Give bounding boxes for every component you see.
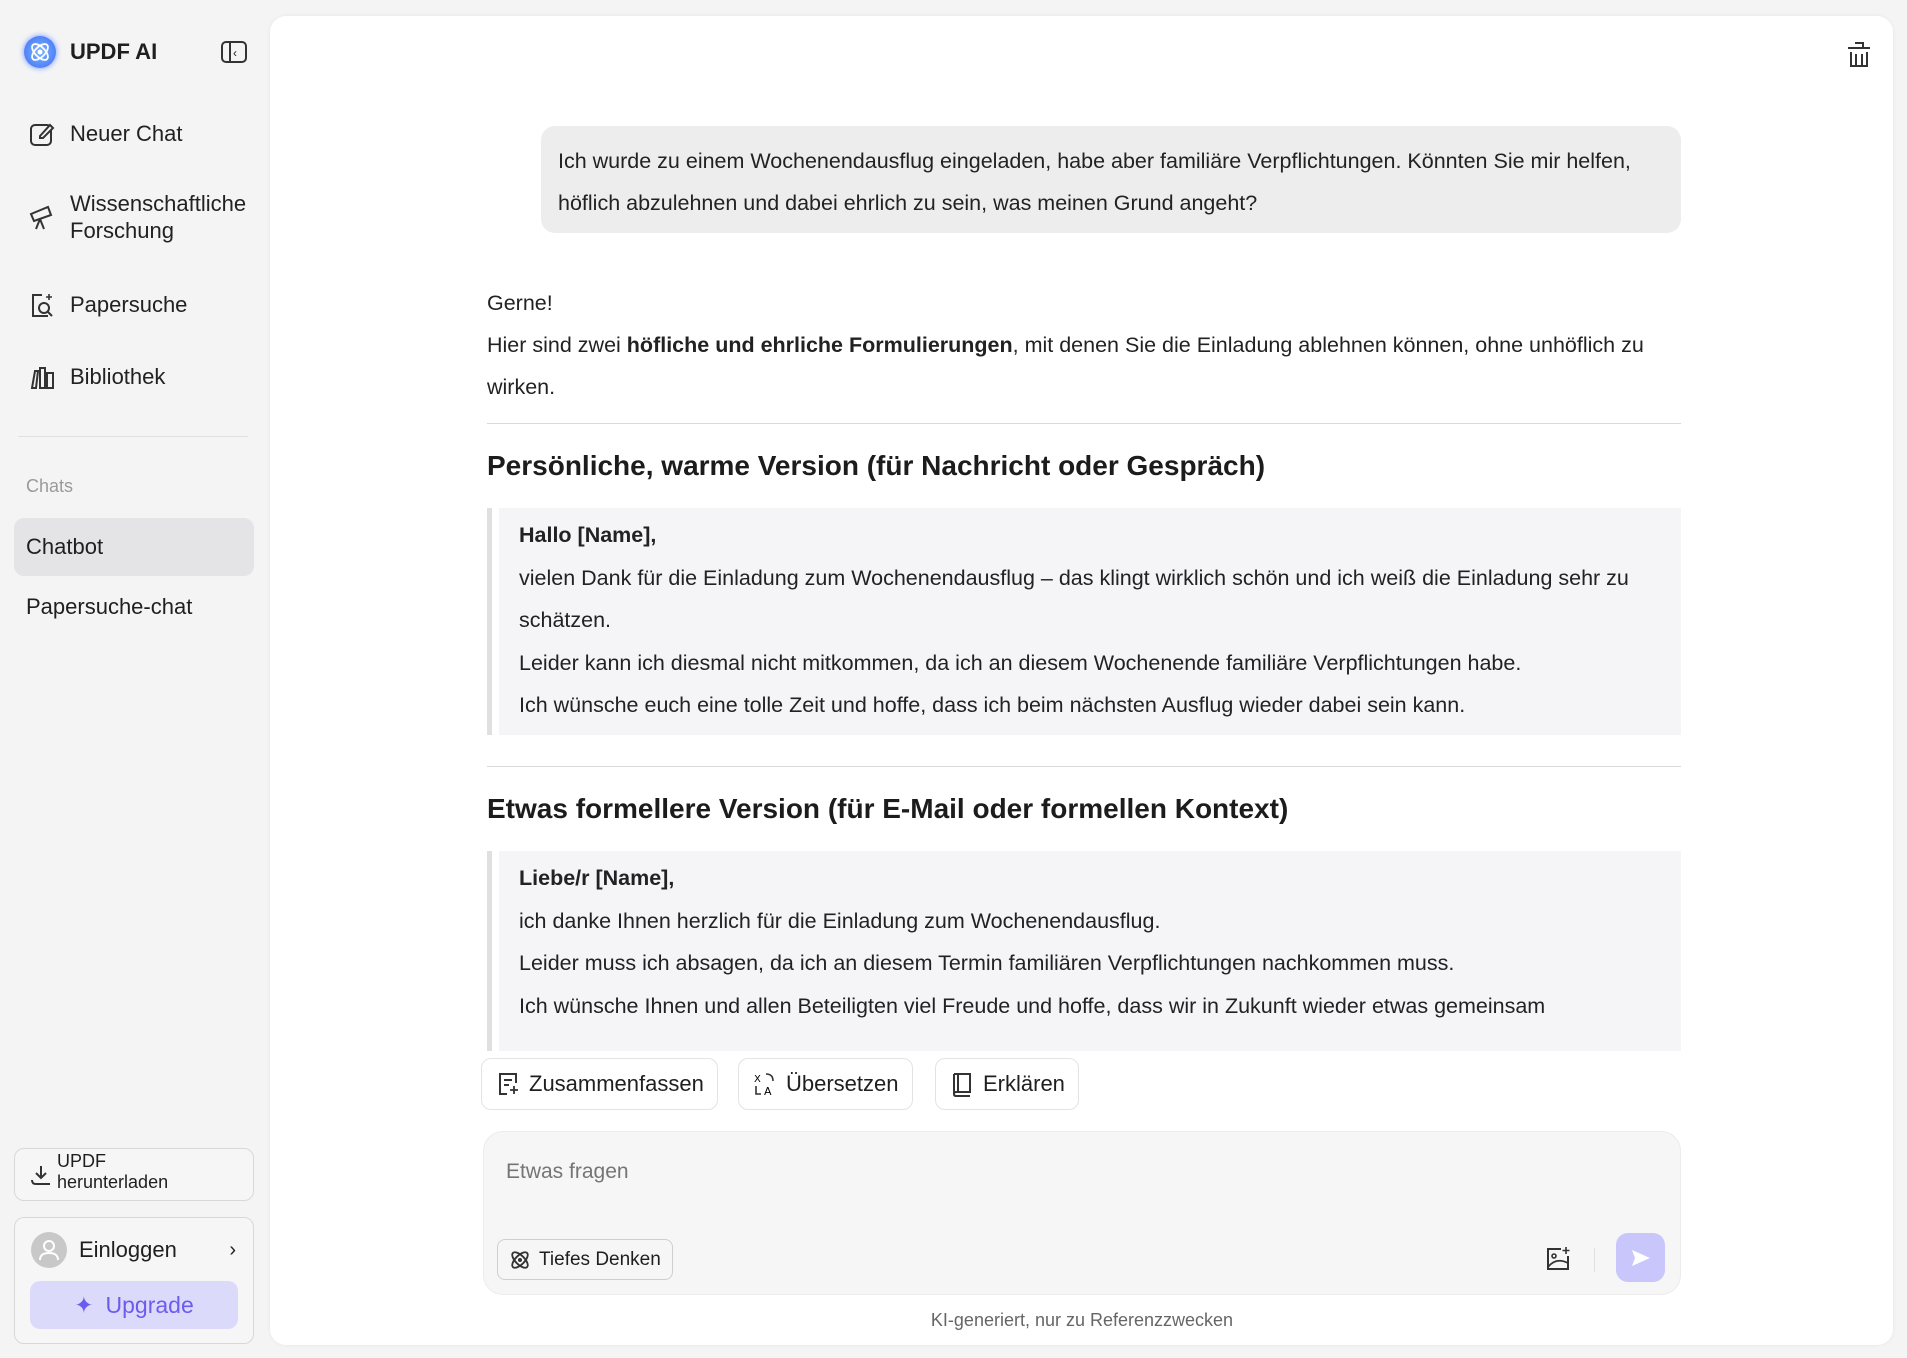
chat-item-chatbot[interactable] bbox=[14, 518, 254, 576]
blockquote-warm-version bbox=[487, 508, 1681, 735]
book-icon bbox=[949, 1071, 975, 1097]
avatar-icon bbox=[31, 1232, 67, 1268]
chat-item-papersuche-chat[interactable] bbox=[26, 594, 192, 620]
intro-text: Hier sind zwei bbox=[487, 333, 627, 357]
intro-bold-text: höfliche und ehrliche Formulierungen bbox=[626, 333, 1013, 357]
chat-panel bbox=[270, 16, 1893, 1345]
chats-heading: Chats bbox=[26, 476, 74, 496]
action-label: Übersetzen bbox=[786, 1071, 899, 1096]
app-logo-icon bbox=[24, 36, 56, 68]
quote-line: vielen Dank für die Einladung zum Wochenendausflug – das klingt wirklich schön und ich weiß die Einladung sehr zu schätzen. bbox=[519, 565, 1629, 632]
deep-think-toggle[interactable] bbox=[497, 1239, 673, 1280]
user-message-bubble bbox=[541, 126, 1681, 233]
telescope-icon bbox=[28, 203, 56, 231]
login-label: Einloggen bbox=[79, 1237, 177, 1262]
reply-greeting: Gerne! bbox=[487, 291, 553, 315]
divider bbox=[487, 766, 1681, 767]
translate-button[interactable] bbox=[738, 1058, 913, 1110]
atom-icon bbox=[508, 1248, 532, 1272]
sidebar-item-papersuche[interactable] bbox=[28, 291, 187, 319]
sparkle-icon: ✦ bbox=[74, 1291, 94, 1318]
translate-icon bbox=[752, 1071, 778, 1097]
section-heading: Etwas formellere Version (für E-Mail oder formellen Kontext) bbox=[487, 793, 1289, 824]
chat-item-label: Chatbot bbox=[26, 534, 104, 559]
document-search-icon bbox=[28, 291, 56, 319]
quote-line: ich danke Ihnen herzlich für die Einladung zum Wochenendausflug. bbox=[519, 908, 1161, 933]
send-button[interactable] bbox=[1616, 1233, 1665, 1282]
chat-item-label: Papersuche-chat bbox=[26, 594, 193, 619]
svg-text:A: A bbox=[764, 1085, 772, 1097]
svg-text:X: X bbox=[754, 1074, 761, 1085]
collapse-sidebar-icon[interactable]: ‹ bbox=[221, 41, 247, 63]
summarize-button[interactable] bbox=[481, 1058, 718, 1110]
clear-chat-icon[interactable] bbox=[1846, 40, 1872, 68]
sidebar-divider bbox=[18, 436, 248, 437]
download-updf-button[interactable] bbox=[14, 1148, 254, 1201]
sidebar-item-new-chat[interactable] bbox=[28, 120, 183, 148]
sidebar-item-label: Neuer Chat bbox=[70, 121, 183, 146]
reply-intro bbox=[487, 324, 1681, 408]
divider bbox=[487, 423, 1681, 424]
quote-line: Leider muss ich absagen, da ich an diesem Termin familiären Verpflichtungen nachkommen muss. bbox=[519, 951, 1455, 975]
sidebar-item-label: Papersuche bbox=[70, 292, 188, 317]
user-message-text: Ich wurde zu einem Wochenendausflug eingeladen, habe aber familiäre Verpflichtungen. Könnten Sie mir helfen, höflich abzulehnen und dabei ehrlich zu sein, was meinen Grund angeht? bbox=[558, 149, 1631, 215]
chat-input[interactable] bbox=[506, 1156, 1606, 1188]
action-label: Zusammenfassen bbox=[529, 1071, 704, 1096]
image-upload-icon[interactable] bbox=[1544, 1245, 1572, 1273]
sidebar-item-bibliothek[interactable] bbox=[28, 363, 165, 391]
explain-button[interactable] bbox=[935, 1058, 1079, 1110]
send-icon bbox=[1630, 1247, 1652, 1269]
login-row[interactable] bbox=[31, 1232, 236, 1268]
upgrade-label: Upgrade bbox=[105, 1291, 194, 1318]
chat-input-box bbox=[483, 1131, 1681, 1295]
app-name: UPDF AI bbox=[70, 39, 158, 64]
chevron-right-icon: › bbox=[229, 1238, 236, 1261]
input-divider bbox=[1594, 1248, 1595, 1272]
section-heading: Persönliche, warme Version (für Nachricht oder Gespräch) bbox=[487, 450, 1266, 481]
quote-salutation: Liebe/r [Name], bbox=[519, 866, 675, 890]
quote-salutation: Hallo [Name], bbox=[519, 523, 657, 547]
action-label: Erklären bbox=[983, 1071, 1065, 1096]
download-label: UPDF herunterladen bbox=[57, 1150, 169, 1192]
intro-text: , mit denen Sie die Einladung ablehnen können, ohne unhöflich zu wirken. bbox=[487, 333, 1644, 399]
quote-line: Ich wünsche euch eine tolle Zeit und hoffe, dass ich beim nächsten Ausflug wieder dabei sein kann. bbox=[519, 693, 1466, 717]
summarize-icon bbox=[495, 1071, 521, 1097]
library-icon bbox=[28, 363, 56, 391]
upgrade-button[interactable] bbox=[30, 1281, 238, 1329]
download-icon bbox=[29, 1163, 53, 1187]
sidebar-item-label: Wissenschaftliche Forschung bbox=[70, 191, 247, 243]
account-card bbox=[14, 1217, 254, 1344]
blockquote-formal-version bbox=[487, 851, 1681, 1051]
sidebar-item-label: Bibliothek bbox=[70, 364, 166, 389]
assistant-intro bbox=[487, 282, 1681, 408]
quote-line: Ich wünsche Ihnen und allen Beteiligten viel Freude und hoffe, dass wir in Zukunft wieder etwas gemeinsam bbox=[519, 993, 1546, 1018]
deep-think-label: Tiefes Denken bbox=[539, 1248, 661, 1270]
footer-disclaimer: KI-generiert, nur zu Referenzzwecken bbox=[930, 1310, 1234, 1330]
quote-line: Leider kann ich diesmal nicht mitkommen, da ich an diesem Wochenende familiäre Verpflichtungen habe. bbox=[519, 650, 1522, 675]
sidebar-item-research[interactable] bbox=[28, 190, 260, 244]
edit-icon bbox=[28, 120, 56, 148]
